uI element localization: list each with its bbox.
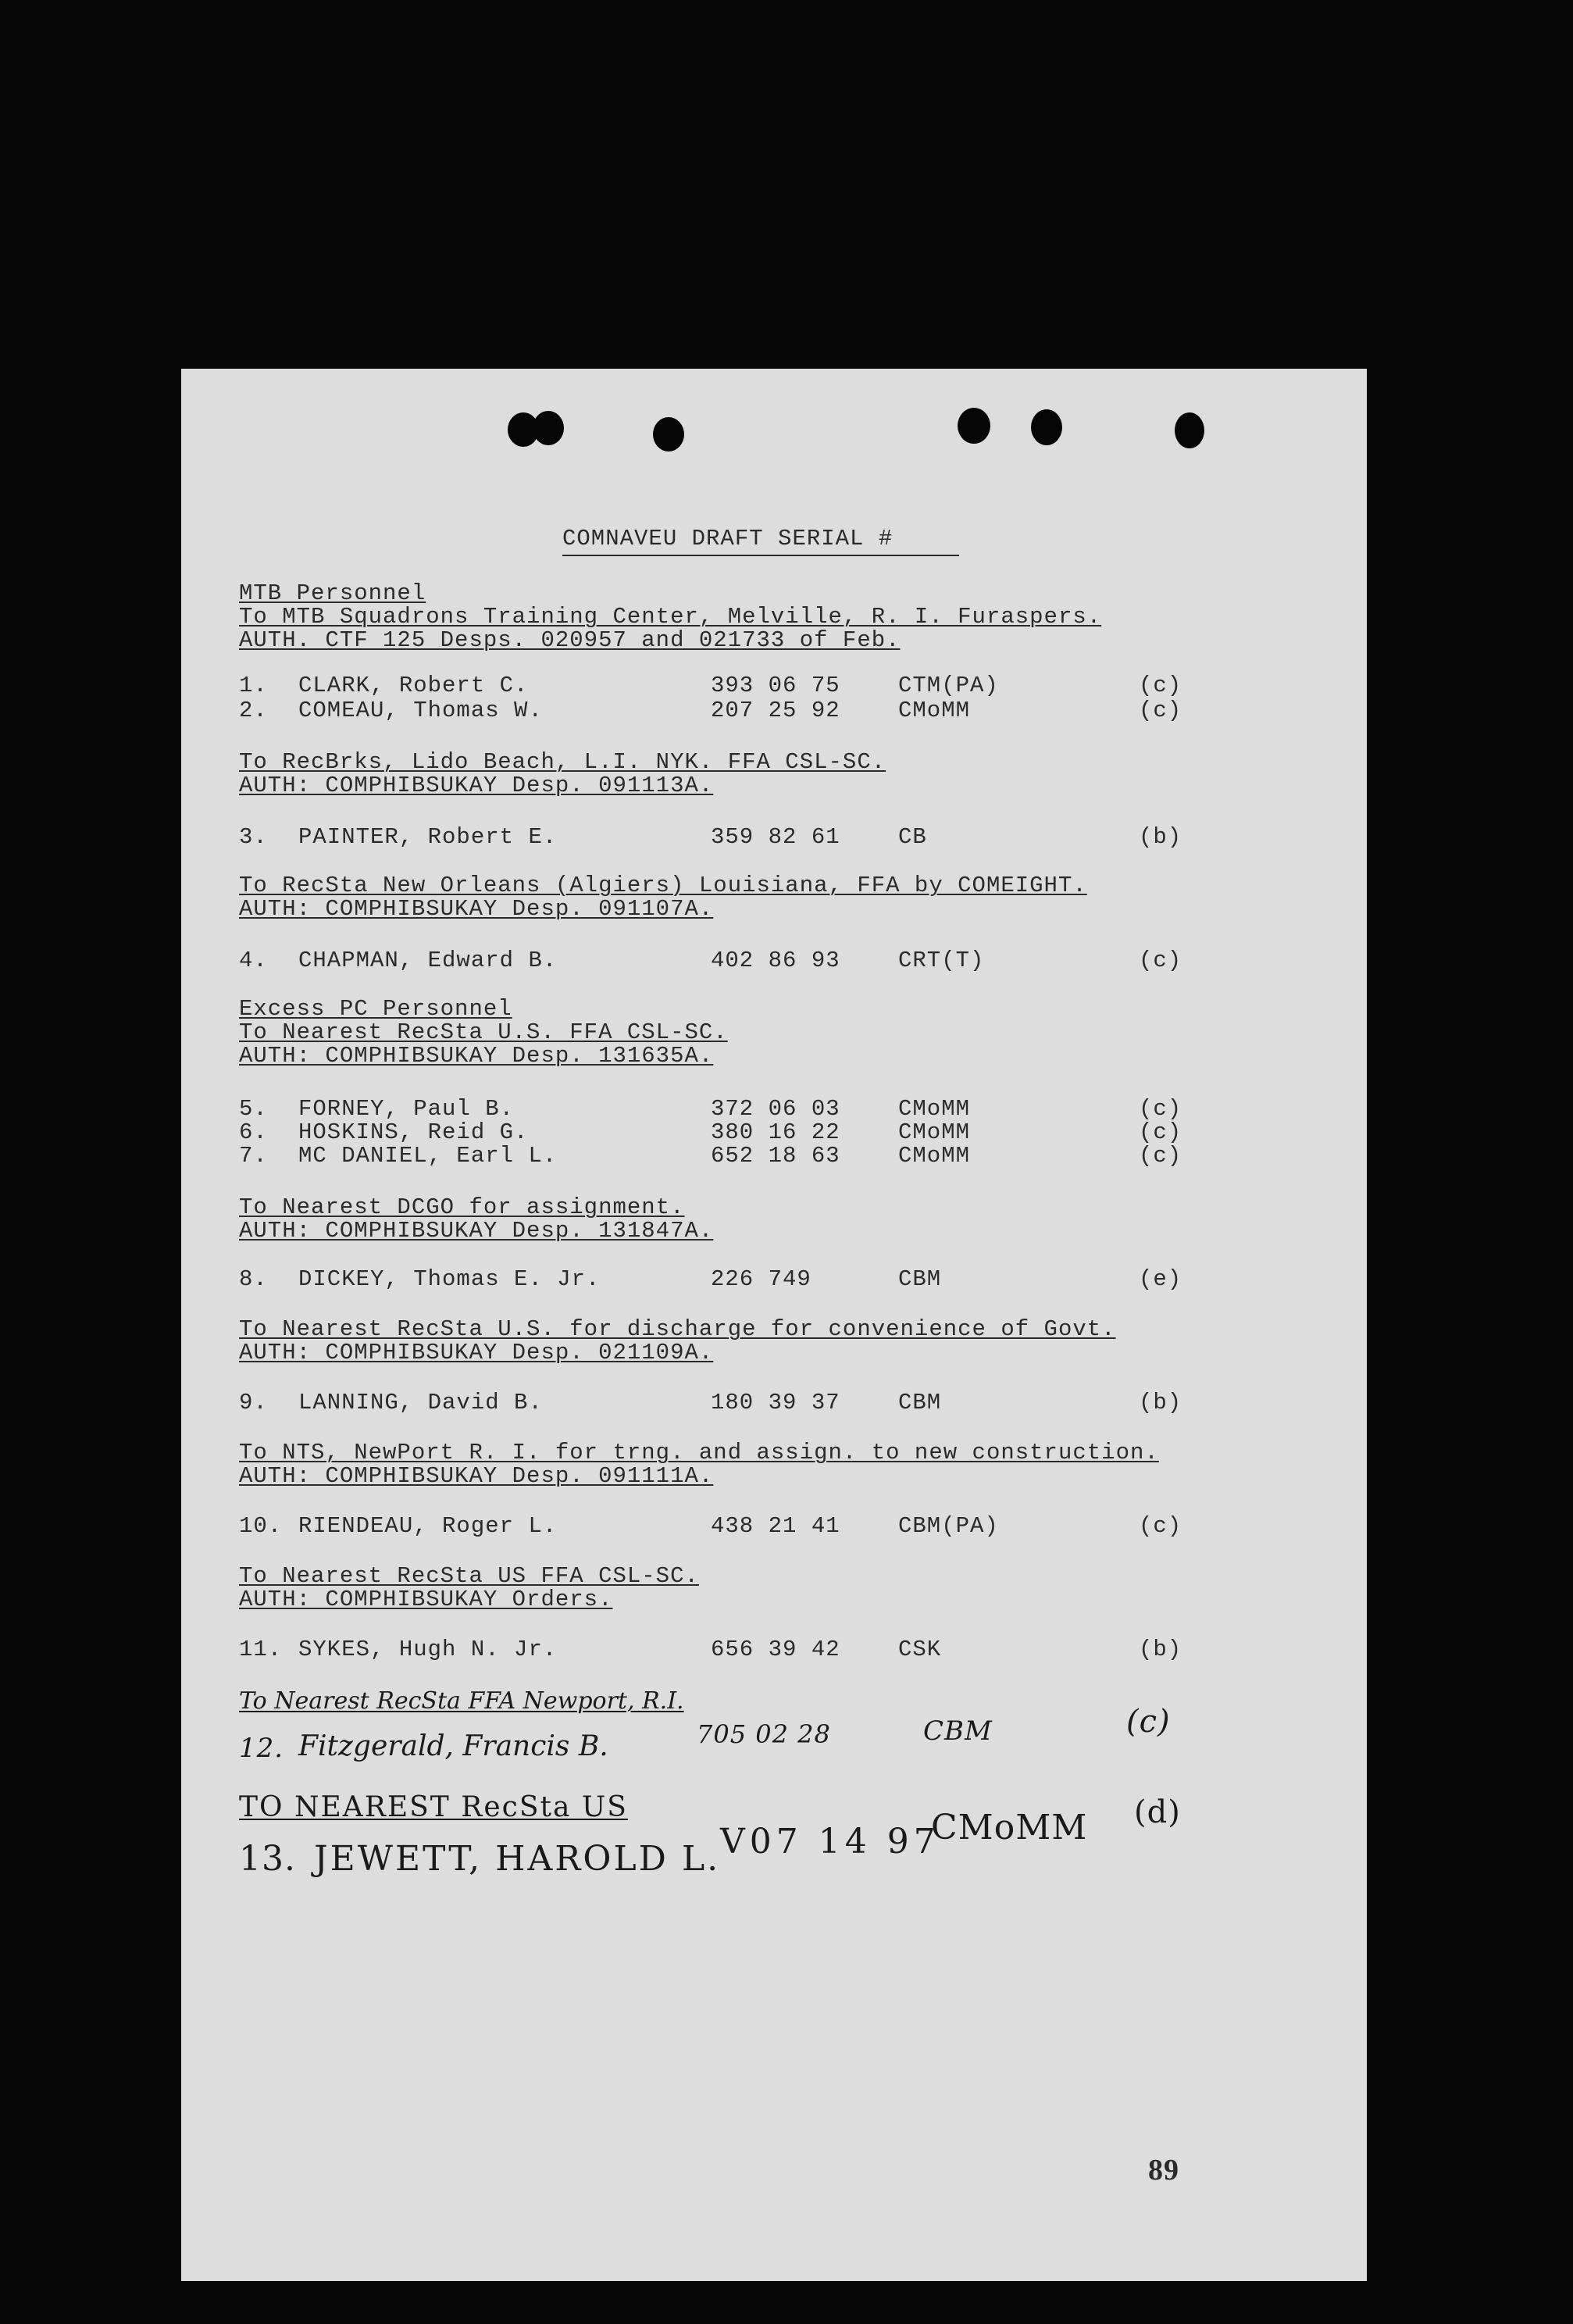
- handwritten-entry-code: (c): [1126, 1704, 1171, 1740]
- entry-rate: CB: [898, 824, 927, 850]
- entry-service-number: 402 86 93: [711, 948, 840, 973]
- handwritten-entry-number: 12.: [239, 1733, 284, 1764]
- punch-hole: [1031, 409, 1062, 445]
- entry-rate: CMoMM: [898, 1143, 971, 1169]
- section-label: Excess PC Personnel: [239, 996, 512, 1022]
- entry-number: 3.: [239, 824, 268, 850]
- section-authority: AUTH. CTF 125 Desps. 020957 and 021733 of Feb.: [239, 627, 901, 653]
- entry-code: (c): [1139, 1119, 1182, 1145]
- section-destination: To Nearest RecSta U.S. for discharge for convenience of Govt.: [239, 1316, 1116, 1342]
- entry-name: HOSKINS, Reid G.: [298, 1119, 529, 1145]
- section-authority: AUTH: COMPHIBSUKAY Desp. 091113A.: [239, 773, 714, 798]
- entry-rate: CMoMM: [898, 1096, 971, 1122]
- entry-code: (c): [1139, 1143, 1182, 1169]
- entry-rate: CSK: [898, 1637, 942, 1662]
- entry-rate: CMoMM: [898, 698, 971, 723]
- section-destination: To RecSta New Orleans (Algiers) Louisiana, FFA by COMEIGHT.: [239, 873, 1087, 898]
- document-page: [181, 369, 1367, 2281]
- entry-name: RIENDEAU, Roger L.: [298, 1513, 558, 1539]
- entry-number: 11.: [239, 1637, 283, 1662]
- page-number: 89: [1148, 2154, 1179, 2187]
- entry-code: (c): [1139, 1096, 1182, 1122]
- entry-number: 2.: [239, 698, 268, 723]
- section-authority: AUTH: COMPHIBSUKAY Orders.: [239, 1587, 613, 1612]
- entry-code: (b): [1139, 1637, 1182, 1662]
- document-title: COMNAVEU DRAFT SERIAL #: [562, 526, 894, 552]
- entry-name: SYKES, Hugh N. Jr.: [298, 1637, 558, 1662]
- entry-service-number: 359 82 61: [711, 824, 840, 850]
- section-destination: To MTB Squadrons Training Center, Melville, R. I. Furaspers.: [239, 604, 1102, 630]
- section-authority: AUTH: COMPHIBSUKAY Desp. 091107A.: [239, 896, 714, 922]
- handwritten-entry-rate: CMoMM: [931, 1808, 1088, 1847]
- section-label: MTB Personnel: [239, 580, 426, 606]
- entry-rate: CBM(PA): [898, 1513, 999, 1539]
- entry-service-number: 226 749: [711, 1266, 811, 1292]
- entry-code: (c): [1139, 698, 1182, 723]
- entry-number: 5.: [239, 1096, 268, 1122]
- handwritten-entry-rate: CBM: [923, 1715, 993, 1747]
- entry-service-number: 438 21 41: [711, 1513, 840, 1539]
- entry-number: 6.: [239, 1119, 268, 1145]
- entry-code: (c): [1139, 673, 1182, 698]
- section-destination: To Nearest DCGO for assignment.: [239, 1194, 685, 1220]
- entry-name: LANNING, David B.: [298, 1390, 543, 1415]
- entry-service-number: 207 25 92: [711, 698, 840, 723]
- entry-service-number: 180 39 37: [711, 1390, 840, 1415]
- section-destination: To Nearest RecSta US FFA CSL-SC.: [239, 1563, 699, 1589]
- entry-rate: CBM: [898, 1390, 942, 1415]
- entry-service-number: 393 06 75: [711, 673, 840, 698]
- entry-number: 4.: [239, 948, 268, 973]
- entry-rate: CRT(T): [898, 948, 985, 973]
- entry-code: (b): [1139, 824, 1182, 850]
- punch-hole: [653, 417, 684, 452]
- handwritten-entry-name: Fitzgerald, Francis B.: [298, 1730, 608, 1762]
- entry-code: (e): [1139, 1266, 1182, 1292]
- entry-code: (b): [1139, 1390, 1182, 1415]
- section-destination: To RecBrks, Lido Beach, L.I. NYK. FFA CSL-SC.: [239, 749, 886, 775]
- punch-hole: [958, 408, 990, 444]
- section-destination: To Nearest RecSta U.S. FFA CSL-SC.: [239, 1019, 728, 1045]
- entry-name: MC DANIEL, Earl L.: [298, 1143, 558, 1169]
- entry-code: (c): [1139, 948, 1182, 973]
- punch-hole: [533, 411, 564, 445]
- entry-name: COMEAU, Thomas W.: [298, 698, 543, 723]
- entry-number: 7.: [239, 1143, 268, 1169]
- handwritten-destination: TO NEAREST RecSta US: [239, 1791, 628, 1823]
- entry-rate: CTM(PA): [898, 673, 999, 698]
- entry-name: DICKEY, Thomas E. Jr.: [298, 1266, 601, 1292]
- entry-service-number: 380 16 22: [711, 1119, 840, 1145]
- entry-service-number: 656 39 42: [711, 1637, 840, 1662]
- title-underline: [562, 555, 959, 556]
- handwritten-entry-service-number: 705 02 28: [697, 1719, 831, 1749]
- section-authority: AUTH: COMPHIBSUKAY Desp. 021109A.: [239, 1340, 714, 1365]
- section-authority: AUTH: COMPHIBSUKAY Desp. 131635A.: [239, 1043, 714, 1069]
- punch-hole: [1175, 412, 1204, 448]
- handwritten-destination: To Nearest RecSta FFA Newport, R.I.: [239, 1687, 684, 1715]
- handwritten-entry-service-number: V07 14 97: [720, 1822, 940, 1862]
- section-destination: To NTS, NewPort R. I. for trng. and assign. to new construction.: [239, 1440, 1159, 1465]
- handwritten-entry-number: 13.: [239, 1839, 296, 1879]
- entry-service-number: 652 18 63: [711, 1143, 840, 1169]
- handwritten-entry-code: (d): [1134, 1794, 1181, 1830]
- entry-rate: CMoMM: [898, 1119, 971, 1145]
- section-authority: AUTH: COMPHIBSUKAY Desp. 131847A.: [239, 1218, 714, 1244]
- entry-service-number: 372 06 03: [711, 1096, 840, 1122]
- section-authority: AUTH: COMPHIBSUKAY Desp. 091111A.: [239, 1463, 714, 1489]
- entry-number: 1.: [239, 673, 268, 698]
- entry-number: 9.: [239, 1390, 268, 1415]
- handwritten-entry-name: JEWETT, HAROLD L.: [314, 1839, 721, 1879]
- entry-name: CLARK, Robert C.: [298, 673, 529, 698]
- entry-rate: CBM: [898, 1266, 942, 1292]
- entry-number: 10.: [239, 1513, 283, 1539]
- entry-code: (c): [1139, 1513, 1182, 1539]
- entry-name: PAINTER, Robert E.: [298, 824, 558, 850]
- entry-name: FORNEY, Paul B.: [298, 1096, 515, 1122]
- entry-name: CHAPMAN, Edward B.: [298, 948, 558, 973]
- entry-number: 8.: [239, 1266, 268, 1292]
